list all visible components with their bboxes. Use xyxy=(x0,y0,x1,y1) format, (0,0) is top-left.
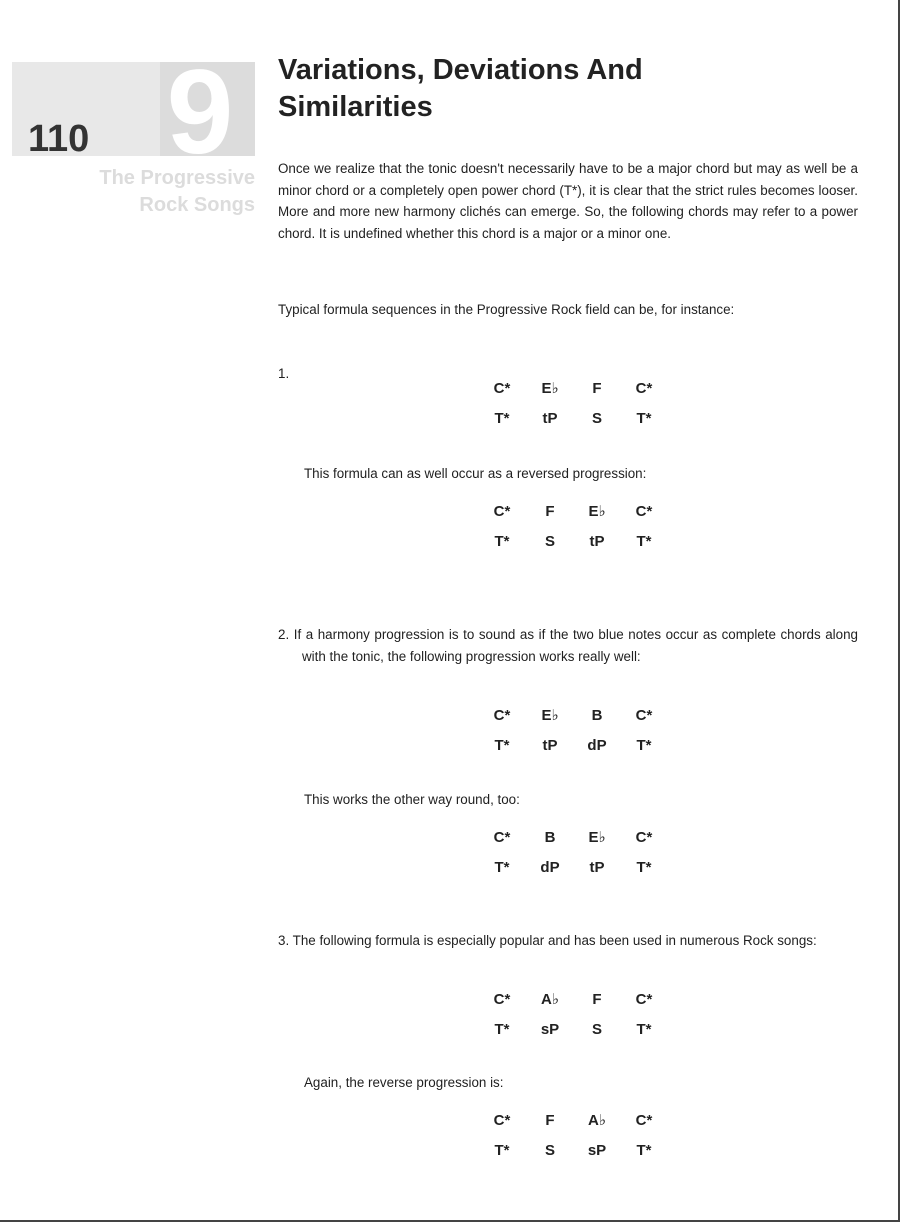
function: T* xyxy=(494,532,510,550)
chord: F xyxy=(545,502,555,520)
chapter-number: 9 xyxy=(166,45,234,179)
function: T* xyxy=(636,736,652,754)
chord: B xyxy=(544,828,556,846)
function: dP xyxy=(587,736,607,754)
item-1-note: This formula can as well occur as a reversed progression: xyxy=(304,466,647,481)
function: T* xyxy=(636,1020,652,1038)
function: tP xyxy=(542,736,558,754)
chord: C* xyxy=(493,379,511,397)
function: sP xyxy=(540,1020,560,1038)
chord: C* xyxy=(635,828,653,846)
function-row xyxy=(478,403,668,433)
function: S xyxy=(591,409,602,427)
chord: E♭ xyxy=(541,380,559,397)
item-3-chord-grid xyxy=(478,984,668,1044)
chord: E♭ xyxy=(588,829,606,846)
function: tP xyxy=(589,532,605,550)
chord: C* xyxy=(493,990,511,1008)
intro-paragraph: Once we realize that the tonic doesn't necessarily have to be a major chord but may as well be a minor chord or a completely open power chord (T*), it is clear that the strict rules becomes looser. More and more new harmony clichés can emerge. So, the following chords may refer to a power chord. It is undefined whether this chord is a major or a minor one. xyxy=(278,161,858,241)
function: T* xyxy=(636,409,652,427)
chord: C* xyxy=(635,502,653,520)
chord-row xyxy=(478,700,668,730)
function-row xyxy=(478,852,668,882)
chord-row xyxy=(478,822,668,852)
chord: A♭ xyxy=(588,1112,606,1129)
chord: E♭ xyxy=(541,707,559,724)
item-2-body: If a harmony progression is to sound as if the two blue notes occur as complete chords along with the tonic, the following progression works really well: xyxy=(293,627,858,664)
chord: A♭ xyxy=(541,991,559,1008)
function: sP xyxy=(587,1141,607,1159)
item-3-reverse-grid xyxy=(478,1105,668,1165)
function: T* xyxy=(494,736,510,754)
item-3-text xyxy=(278,930,858,952)
function-row xyxy=(478,730,668,760)
running-section-title xyxy=(12,165,255,219)
function: S xyxy=(591,1020,602,1038)
item-1-reverse-grid xyxy=(478,496,668,556)
chord: C* xyxy=(493,828,511,846)
item-3-body: The following formula is especially popular and has been used in numerous Rock songs: xyxy=(292,933,817,948)
section-title-line1: The Progressive xyxy=(99,167,255,189)
main-column xyxy=(278,52,858,1159)
function: T* xyxy=(494,1020,510,1038)
chord-row xyxy=(478,373,668,403)
item-2-text xyxy=(278,624,858,667)
item-3-number: 3. xyxy=(278,933,290,948)
chord: C* xyxy=(493,502,511,520)
heading-line2: Similarities xyxy=(278,91,433,123)
function-row xyxy=(478,1014,668,1044)
function: dP xyxy=(540,858,560,876)
item-1-number: 1. xyxy=(278,366,290,381)
chord: C* xyxy=(635,990,653,1008)
function: tP xyxy=(542,409,558,427)
item-2-reverse-grid xyxy=(478,822,668,882)
function: T* xyxy=(494,1141,510,1159)
chord: C* xyxy=(635,1111,653,1129)
page-number: 110 xyxy=(28,118,90,160)
function-row xyxy=(478,526,668,556)
function: T* xyxy=(636,532,652,550)
function: T* xyxy=(494,409,510,427)
chord: C* xyxy=(635,379,653,397)
item-2-chord-grid xyxy=(478,700,668,760)
function: tP xyxy=(589,858,605,876)
function: S xyxy=(544,532,555,550)
function: S xyxy=(544,1141,555,1159)
chord-row xyxy=(478,984,668,1014)
function: T* xyxy=(636,858,652,876)
chord: F xyxy=(592,379,602,397)
item-2-note: This works the other way round, too: xyxy=(304,792,520,807)
chord: C* xyxy=(493,1111,511,1129)
section-title-line2: Rock Songs xyxy=(139,194,255,216)
function: T* xyxy=(494,858,510,876)
chord: F xyxy=(592,990,602,1008)
item-1-chord-grid xyxy=(478,373,668,433)
chord: C* xyxy=(635,706,653,724)
chord: C* xyxy=(493,706,511,724)
item-3-note: Again, the reverse progression is: xyxy=(304,1075,504,1090)
chord: B xyxy=(591,706,603,724)
heading-line1: Variations, Deviations And xyxy=(278,54,643,86)
chord: F xyxy=(545,1111,555,1129)
page-heading xyxy=(278,52,858,126)
typical-paragraph: Typical formula sequences in the Progressive Rock field can be, for instance: xyxy=(278,302,735,317)
item-2-number: 2. xyxy=(278,627,290,642)
chord-row xyxy=(478,1105,668,1135)
chord: E♭ xyxy=(588,503,606,520)
function-row xyxy=(478,1135,668,1165)
function: T* xyxy=(636,1141,652,1159)
chord-row xyxy=(478,496,668,526)
